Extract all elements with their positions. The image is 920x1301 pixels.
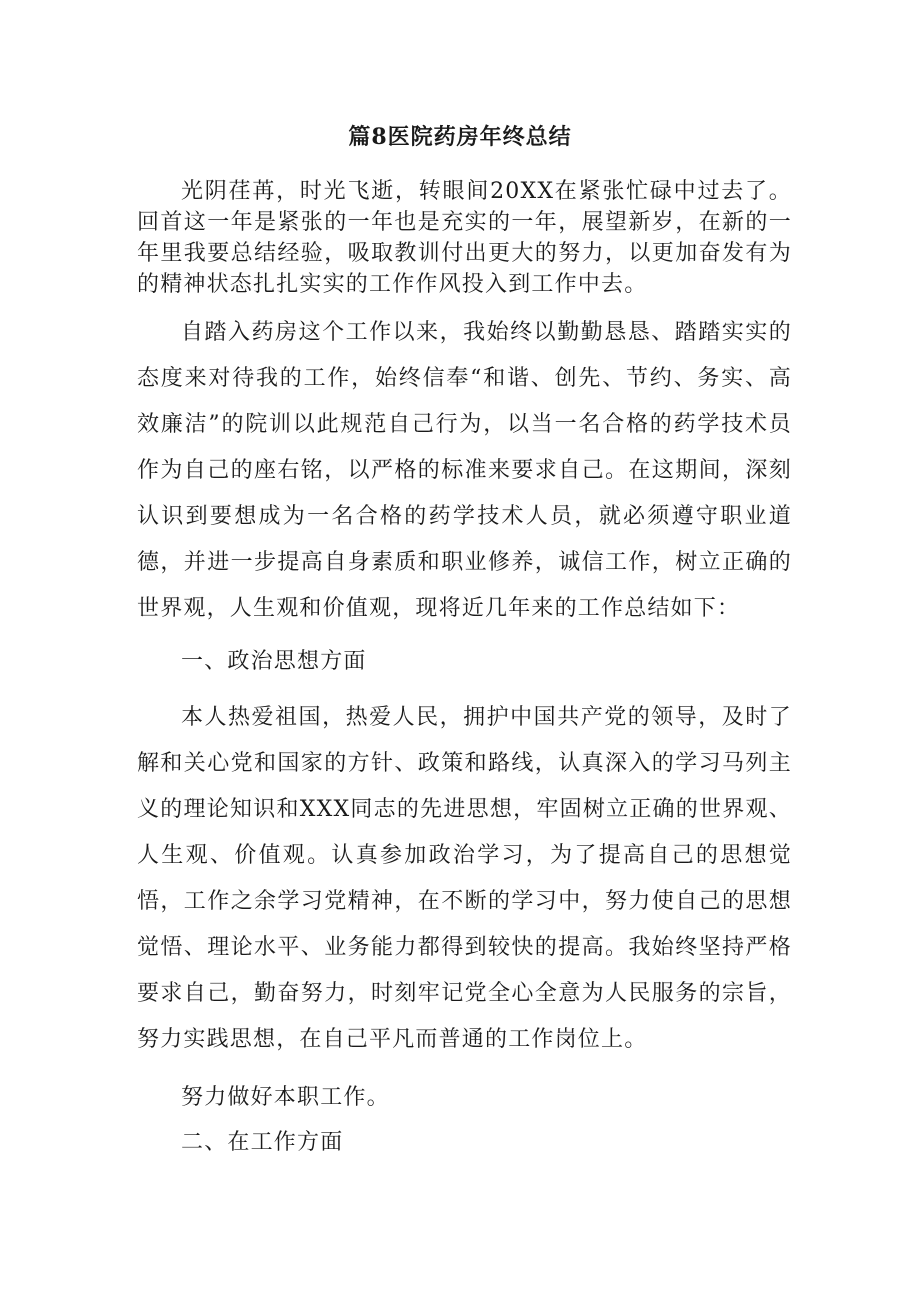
paragraph-duty: 努力做好本职工作。 [181, 1085, 390, 1110]
section-heading-work: 二、在工作方面 [181, 1130, 344, 1155]
section-heading-political: 一、政治思想方面 [181, 649, 367, 674]
paragraph-political: 本人热爱祖国，热爱人民，拥护中国共产党的领导，及时了解和关心党和国家的方针、政策和路线，认真深入的学习马列主义的理论知识和XXX同志的先进思想，牢固树立正确的世界观、人生观、价值观。认真参加政治学习，为了提高自己的思想觉悟，工作之余学习党精神，在不断的学习中，努力使自己的思想觉悟、理论水平、业务能力都得到较快的提高。我始终坚持严格要求自己，勤奋努力，时刻牢记党全心全意为人民服务的宗旨，努力实践思想，在自己平凡而普通的工作岗位上。 [137, 705, 792, 1052]
document-title: 篇8医院药房年终总结 [348, 124, 572, 150]
paragraph-work-attitude: 自踏入药房这个工作以来，我始终以勤勤恳恳、踏踏实实的态度来对待我的工作，始终信奉“和谐、创先、节约、务实、高效廉洁”的院训以此规范自己行为，以当一名合格的药学技术员作为自己的座右铭，以严格的标准来要求自己。在这期间，深刻认识到要想成为一名合格的药学技术人员，就必须遵守职业道德，并进一步提高自身素质和职业修养，诚信工作，树立正确的世界观，人生观和价值观，现将近几年来的工作总结如下： [137, 320, 792, 621]
paragraph-intro: 光阴荏苒，时光飞逝，转眼间20XX在紧张忙碌中过去了。回首这一年是紧张的一年也是充实的一年，展望新岁，在新的一年里我要总结经验，吸取教训付出更大的努力，以更加奋发有为的精神状态扎扎实实的工作作风投入到工作中去。 [137, 179, 792, 297]
